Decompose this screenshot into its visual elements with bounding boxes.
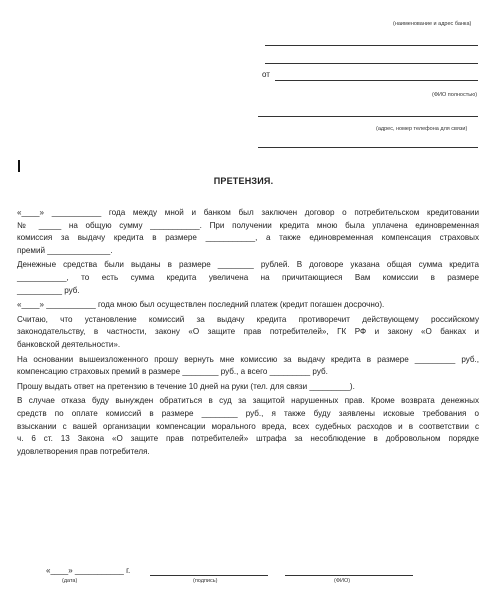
text-cursor bbox=[18, 160, 20, 172]
address-caption: (адрес, номер телефона для связи) bbox=[376, 126, 468, 132]
text-line: компенсацию страховых премий в размере ________ руб., а всего _________ руб. bbox=[17, 367, 328, 377]
text-line: Прошу выдать ответ на претензию в течение 10 дней на руки (тел. для связи _________). bbox=[17, 381, 355, 391]
text-line: премий ______________. bbox=[17, 245, 113, 255]
text-line: ч. 6 ст. 13 Закона «О защите прав потребителей» штрафа за несоблюдение в добровольном порядке bbox=[17, 434, 479, 444]
paragraph-request bbox=[17, 354, 479, 379]
text-line: № _____ на общую сумму ___________. При получении кредита мною была уплачена единовременная bbox=[17, 220, 479, 230]
sign-caption: (подпись) bbox=[193, 578, 218, 584]
date-caption: (дата) bbox=[62, 578, 78, 584]
fio-caption: (ФИО полностью) bbox=[432, 92, 478, 98]
text-line: На основании вышеизложенного прошу вернуть мне комиссию за выдачу кредита в размере _________ руб., bbox=[17, 354, 479, 364]
text-line: В случае отказа буду вынужден обратиться в суд за защитой нарушенных прав. Кроме возврата денежных bbox=[17, 396, 479, 406]
text-line: «____» ___________ года между мной и банком был заключен договор о потребительском кредитовании bbox=[17, 208, 479, 217]
text-line: __________ руб. bbox=[17, 285, 80, 295]
address-line-1 bbox=[258, 116, 478, 117]
signature-sign-line bbox=[150, 575, 268, 576]
paragraph-law bbox=[17, 314, 479, 352]
text-line: банковской деятельности». bbox=[17, 339, 121, 349]
bank-caption: (наименование и адрес банка) bbox=[393, 21, 472, 27]
text-line: Денежные средства были выданы в размере ________ рублей. В договоре указана общая сумма кредита bbox=[17, 260, 479, 270]
fio-line bbox=[275, 80, 478, 81]
paragraph-court bbox=[17, 395, 479, 458]
bank-line-1 bbox=[265, 45, 478, 46]
text-line: «____» ___________ года мною был осуществлен последний платеж (кредит погашен досрочно). bbox=[17, 300, 385, 310]
paragraph-payment bbox=[17, 299, 479, 312]
text-line: ___________, то есть сумма кредита увеличена на причитающиеся Вам комиссии в размере bbox=[17, 272, 479, 282]
text-line: удовлетворения прав потребителя. bbox=[17, 446, 150, 456]
bank-line-2 bbox=[265, 63, 478, 64]
text-line: взыскании с вашей организации компенсации морального вреда, всех судебных расходов и в соответствии с bbox=[17, 421, 479, 431]
text-line: комиссия за выдачу кредита в размере ___________, а также единовременная компенсация страховых bbox=[17, 233, 479, 243]
document-body bbox=[17, 207, 479, 460]
paragraph-funds bbox=[17, 259, 479, 297]
paragraph-contract bbox=[17, 207, 479, 257]
address-line-2 bbox=[258, 147, 478, 148]
text-line: средств по оплате комиссий в размере ________ руб., я также буду заявлены исковые требования о bbox=[17, 408, 479, 418]
text-line: законодательству, в частности, закону «О защите прав потребителей», ГК РФ и закону «О банках и bbox=[17, 327, 479, 337]
signature-fio-line bbox=[285, 575, 413, 576]
paragraph-answer bbox=[17, 381, 479, 394]
signature-date: «____» ___________ г. bbox=[46, 566, 131, 575]
text-line: Считаю, что установление комиссий за выдачу кредита противоречит действующему российскому bbox=[17, 314, 479, 324]
from-label: от bbox=[262, 70, 270, 79]
document-title: ПРЕТЕНЗИЯ. bbox=[213, 176, 274, 186]
fio-signature-caption: (ФИО) bbox=[334, 578, 351, 584]
